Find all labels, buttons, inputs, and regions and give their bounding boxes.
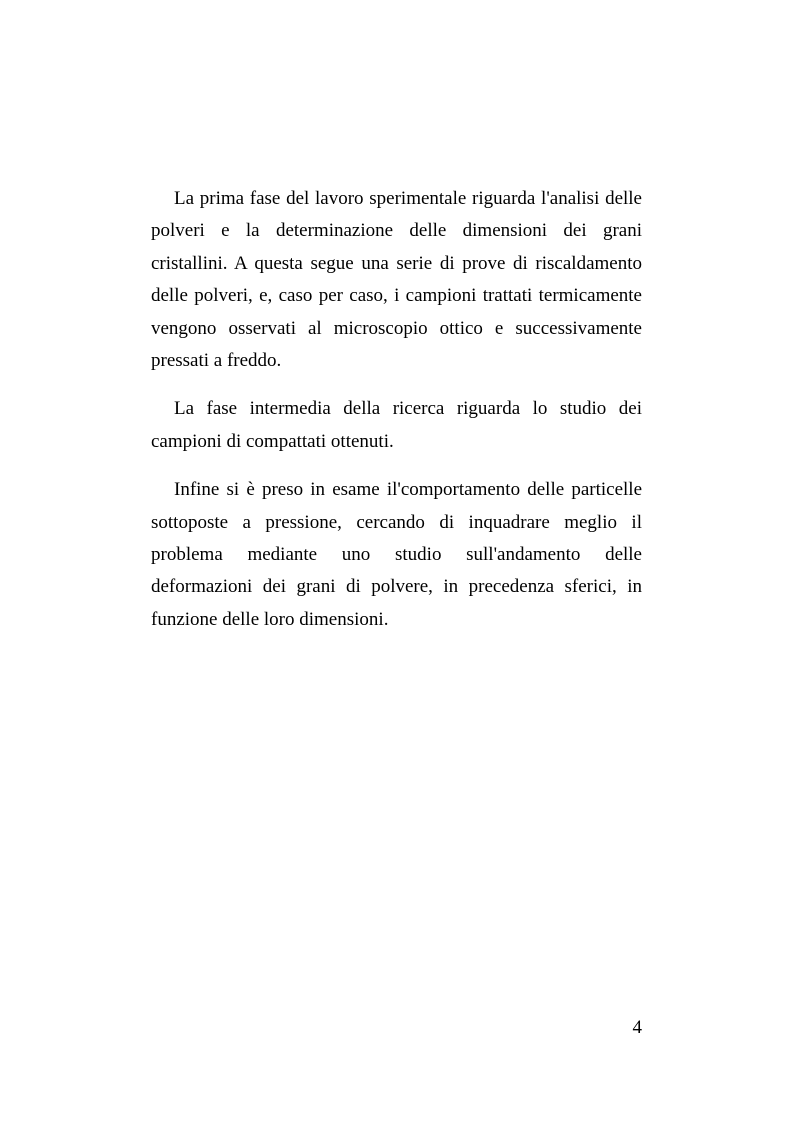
- page-number: 4: [632, 1017, 642, 1038]
- paragraph-3: Infine si è preso in esame il'comportamento delle particelle sottoposte a pressione, cercando di inquadrare meglio il problema mediante uno studio sull'andamento delle deformazioni dei grani di polvere, in precedenza sferici, in funzione delle loro dimensioni.: [151, 479, 642, 630]
- paragraph-2: La fase intermedia della ricerca riguarda lo studio dei campioni di compattati ottenuti.: [151, 398, 642, 452]
- paragraph-1: La prima fase del lavoro sperimentale riguarda l'analisi delle polveri e la determinazione delle dimensioni dei grani cristallini. A questa segue una serie di prove di riscaldamento delle polveri, e, caso per caso, i campioni trattati termicamente vengono osservati al microscopio ottico e successivamente pressati a freddo.: [151, 188, 642, 372]
- body-text: [151, 183, 642, 652]
